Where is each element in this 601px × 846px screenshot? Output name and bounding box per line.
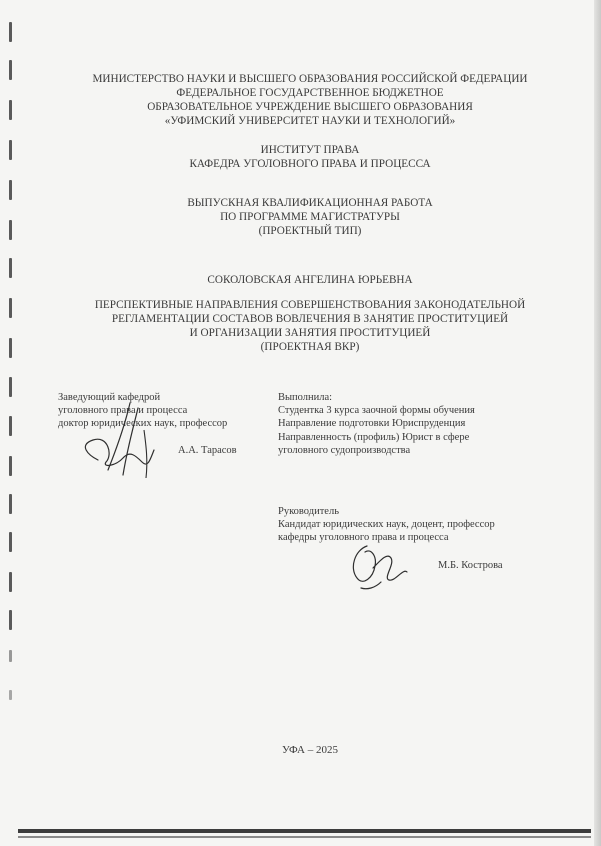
hod-line: Заведующий кафедрой: [58, 392, 161, 403]
work-type-line: (ПРОЕКТНЫЙ ТИП): [258, 225, 362, 237]
performed-by-line: Студентка 3 курса заочной формы обучения: [278, 405, 475, 417]
topic-line: (ПРОЕКТНАЯ ВКР): [260, 341, 360, 353]
page-bottom-edge-shadow: [18, 836, 591, 838]
header-line: МИНИСТЕРСТВО НАУКИ И ВЫСШЕГО ОБРАЗОВАНИЯ РОССИЙСКОЙ ФЕДЕРАЦИИ: [92, 73, 528, 85]
page-bottom-edge: [18, 829, 591, 833]
performed-by-block: [278, 391, 538, 457]
performed-by-line: уголовного судопроизводства: [278, 444, 411, 456]
supervisor-line: Руководитель: [278, 506, 339, 517]
hod-line: уголовного права и процесса: [58, 405, 188, 417]
work-type-line: ПО ПРОГРАММЕ МАГИСТРАТУРЫ: [220, 211, 400, 223]
supervisor-line: Кандидат юридических наук, доцент, профессор: [278, 519, 495, 531]
performed-by-line: Направленность (профиль) Юрист в сфере: [278, 431, 470, 443]
city-year: УФА – 2025: [282, 744, 338, 756]
institute-block: [40, 143, 580, 171]
hod-name: А.А. Тарасов: [178, 445, 237, 456]
supervisor-name: М.Б. Кострова: [438, 560, 503, 571]
work-type-block: [40, 196, 580, 238]
thesis-topic: [40, 298, 580, 354]
supervisor-signature: [345, 538, 415, 593]
performed-by-line: Выполнила:: [278, 392, 333, 403]
department-line: КАФЕДРА УГОЛОВНОГО ПРАВА И ПРОЦЕССА: [189, 158, 431, 170]
ministry-header: [40, 72, 580, 128]
work-type-line: ВЫПУСКНАЯ КВАЛИФИКАЦИОННАЯ РАБОТА: [187, 197, 433, 209]
hod-line: доктор юридических наук, профессор: [58, 418, 228, 430]
header-line: ОБРАЗОВАТЕЛЬНОЕ УЧРЕЖДЕНИЕ ВЫСШЕГО ОБРАЗОВАНИЯ: [147, 101, 473, 113]
supervisor-line: кафедры уголовного права и процесса: [278, 532, 449, 544]
header-line: «УФИМСКИЙ УНИВЕРСИТЕТ НАУКИ И ТЕХНОЛОГИЙ»: [164, 115, 456, 127]
hod-signature: [68, 400, 168, 485]
page-edge-shadow: [594, 0, 601, 846]
topic-line: И ОРГАНИЗАЦИИ ЗАНЯТИЯ ПРОСТИТУЦИЕЙ: [189, 327, 431, 339]
header-line: ФЕДЕРАЛЬНОЕ ГОСУДАРСТВЕННОЕ БЮДЖЕТНОЕ: [176, 87, 444, 99]
topic-line: ПЕРСПЕКТИВНЫЕ НАПРАВЛЕНИЯ СОВЕРШЕНСТВОВАНИЯ ЗАКОНОДАТЕЛЬНОЙ: [94, 299, 526, 311]
author-name: СОКОЛОВСКАЯ АНГЕЛИНА ЮРЬЕВНА: [207, 274, 413, 286]
performed-by-line: Направление подготовки Юриспруденция: [278, 418, 466, 430]
topic-line: РЕГЛАМЕНТАЦИИ СОСТАВОВ ВОВЛЕЧЕНИЯ В ЗАНЯТИЕ ПРОСТИТУЦИЕЙ: [111, 313, 509, 325]
binding-holes: [0, 0, 22, 846]
institute-line: ИНСТИТУТ ПРАВА: [260, 144, 360, 156]
